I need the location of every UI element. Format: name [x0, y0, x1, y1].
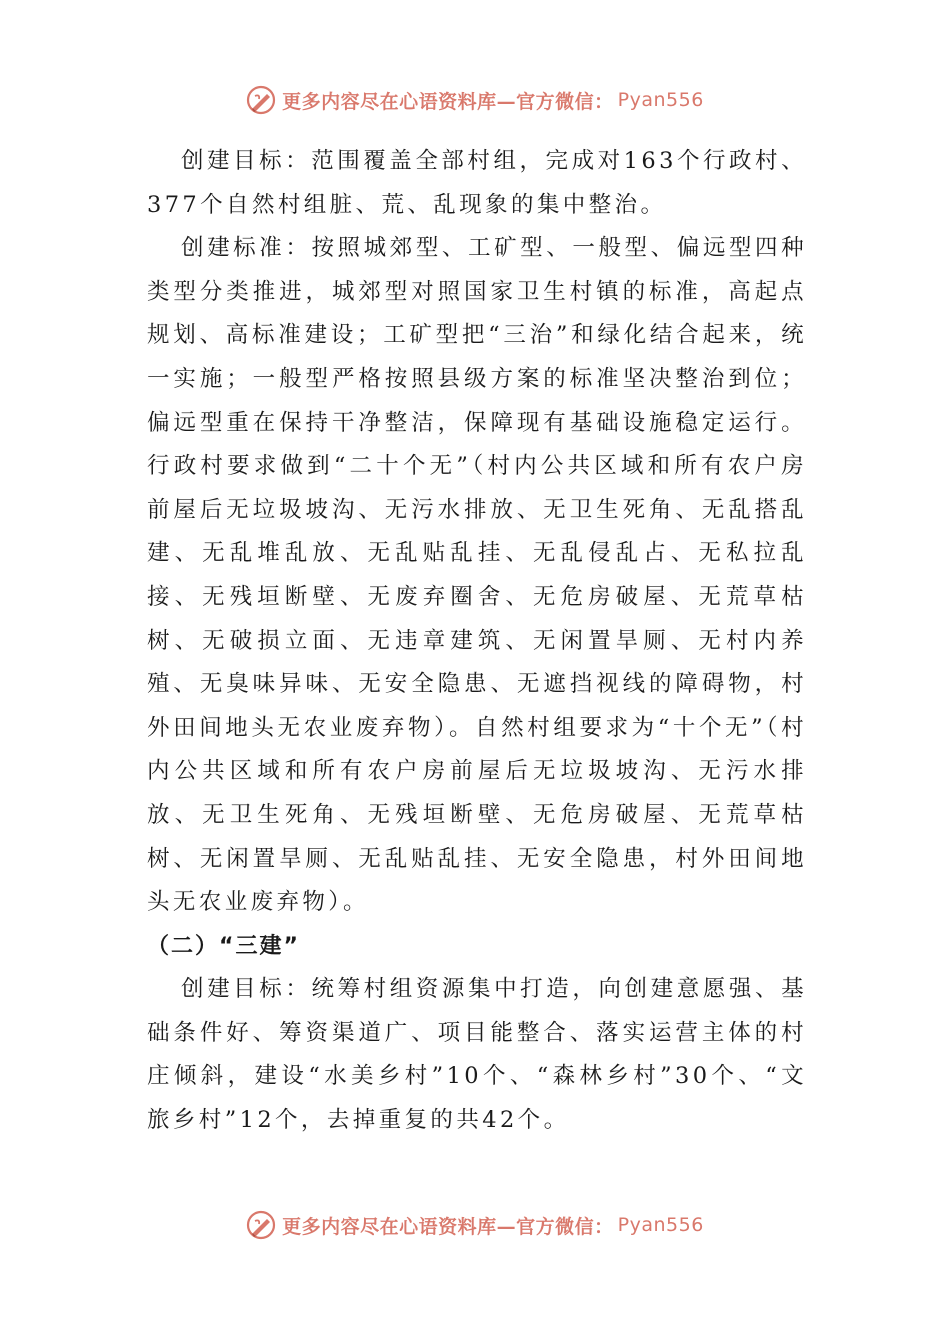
paragraph-standard: 创建标准：按照城郊型、工矿型、一般型、偏远型四种类型分类推进，城郊型对照国家卫生村镇的标准，高起点规划、高标准建设；工矿型把“三治”和绿化结合起来，统一实施；一般型严格按照县级方案的标准坚决整治到位；偏远型重在保持干净整洁，保障现有基础设施稳定运行。行政村要求做到“二十个无”（村内公共区域和所有农户房前屋后无垃圾坡沟、无污水排放、无卫生死角、无乱搭乱建、无乱堆乱放、无乱贴乱挂、无乱侵乱占、无私拉乱接、无残垣断壁、无废弃圈舍、无危房破屋、无荒草枯树、无破损立面、无违章建筑、无闲置旱厕、无村内养殖、无臭味异味、无安全隐患、无遮挡视线的障碍物，村外田间地头无农业废弃物）。自然村组要求为“十个无”（村内公共区域和所有农户房前屋后无垃圾坡沟、无污水排放、无卫生死角、无残垣断壁、无危房破屋、无荒草枯树、无闲置旱厕、无乱贴乱挂、无安全隐患，村外田间地头无农业废弃物）。	[147, 235, 807, 916]
paragraph-goal-2: 创建目标：统筹村组资源集中打造，向创建意愿强、基础条件好、筹资渠道广、项目能整合、落实运营主体的村庄倾斜，建设“水美乡村”10个、“森林乡村”30个、“文旅乡村”12个，去掉重复的共42个。	[147, 976, 807, 1134]
watermark-text: 更多内容尽在心语资料库—官方微信：	[282, 1215, 614, 1238]
paragraph-goal-1: 创建目标：范围覆盖全部村组，完成对163个行政村、377个自然村组脏、荒、乱现象的集中整治。	[147, 148, 807, 218]
footer-watermark	[0, 1210, 950, 1240]
watermark-text: 更多内容尽在心语资料库—官方微信：	[282, 90, 614, 113]
document-body	[147, 140, 807, 1143]
watermark-id: Pyan556	[617, 89, 704, 111]
section-heading-three-build: （二）“三建”	[147, 933, 300, 959]
header-watermark	[0, 85, 950, 115]
pen-logo-icon	[246, 85, 276, 115]
watermark-id: Pyan556	[617, 1214, 704, 1236]
pen-logo-icon	[246, 1210, 276, 1240]
